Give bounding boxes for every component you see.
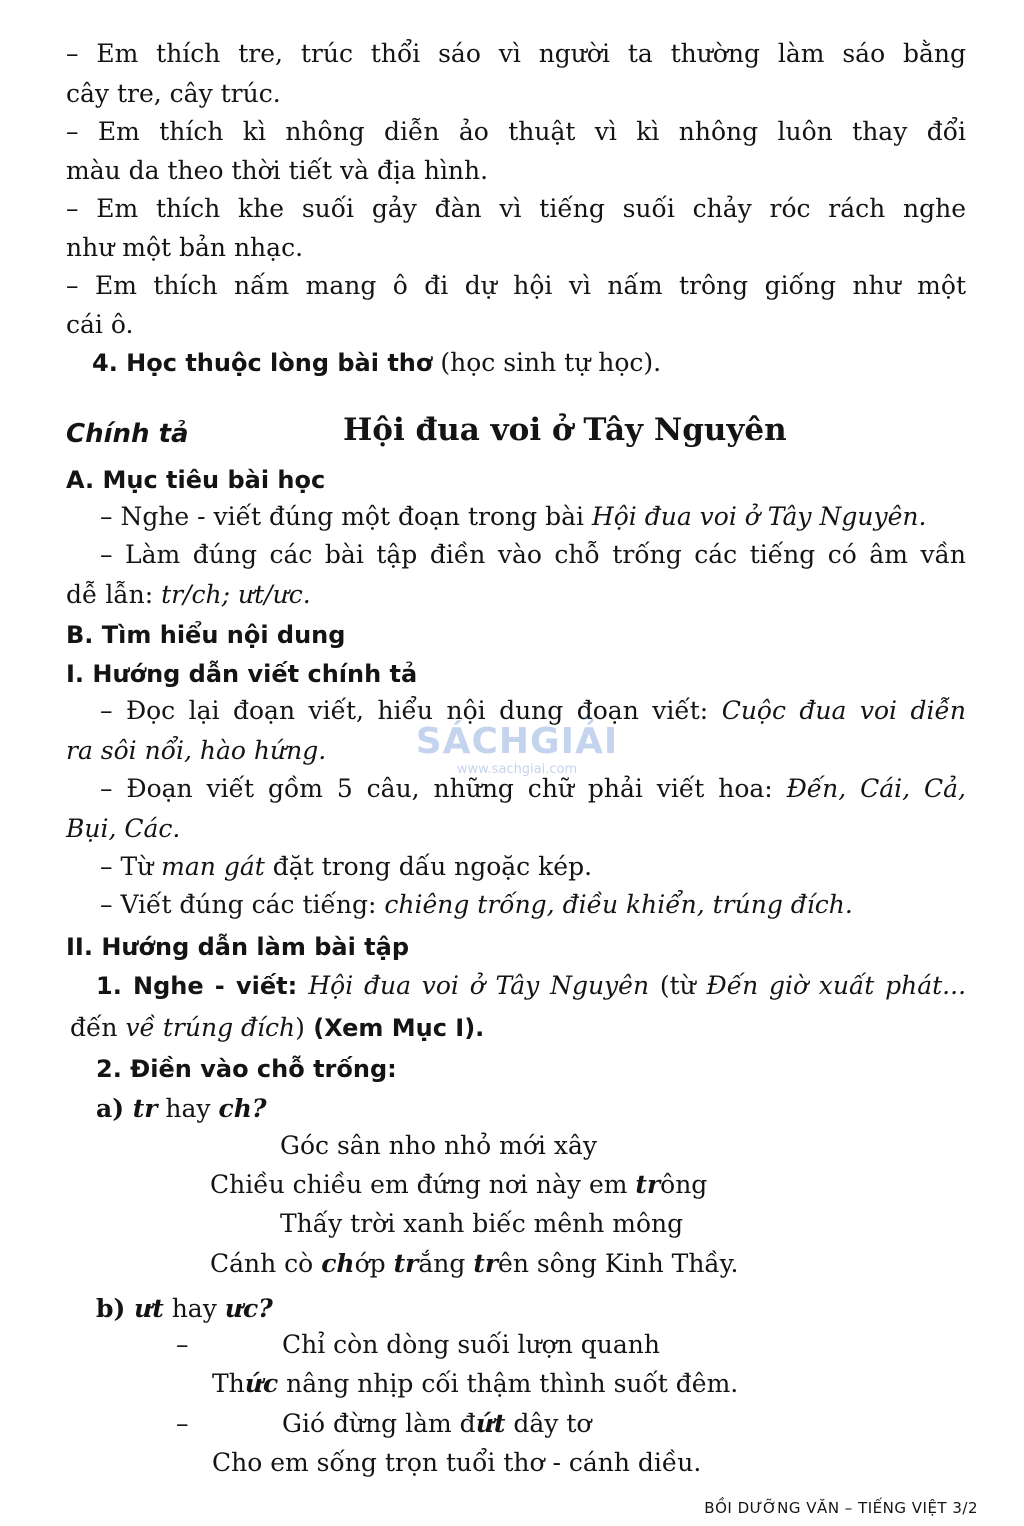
poem-line: Thấy trời xanh biếc mênh mông: [280, 1209, 684, 1238]
memorize-line: 4. Học thuộc lòng bài thơ (học sinh tự học).: [92, 348, 662, 377]
poem-dash: –: [176, 1409, 189, 1438]
guide-1: – Đọc lại đoạn viết, hiểu nội dung đoạn viết: Cuộc đua voi diễn: [100, 696, 966, 725]
guide-3: – Từ man gát đặt trong dấu ngoặc kép.: [100, 852, 593, 881]
guide-4: – Viết đúng các tiếng: chiêng trống, điều khiển, trúng đích.: [100, 890, 853, 919]
watermark-logo: SÁCHGIẢI www.sachgiai.com: [415, 721, 619, 777]
heading-a: A. Mục tiêu bài học: [66, 466, 326, 494]
poem-line: Cho em sống trọn tuổi thơ - cánh diều.: [212, 1448, 702, 1477]
poem-line: Chiều chiều em đứng nơi này em trông: [210, 1170, 708, 1199]
objective-2-cont: dễ lẫn: tr/ch; ưt/ưc.: [66, 580, 311, 609]
paragraph-line: cái ô.: [66, 310, 134, 339]
poem-line: Cánh cò chớp trắng trên sông Kinh Thầy.: [210, 1249, 739, 1278]
objective-2: – Làm đúng các bài tập điền vào chỗ trống các tiếng có âm vần: [100, 540, 966, 569]
heading-b: B. Tìm hiểu nội dung: [66, 621, 346, 649]
poem-line: Góc sân nho nhỏ mới xây: [280, 1131, 597, 1160]
objective-1: – Nghe - viết đúng một đoạn trong bài Hội đua voi ở Tây Nguyên.: [100, 502, 927, 531]
paragraph-line: màu da theo thời tiết và địa hình.: [66, 156, 489, 185]
paragraph-line: – Em thích nấm mang ô đi dự hội vì nấm trông giống như một: [66, 271, 966, 300]
guide-2: – Đoạn viết gồm 5 câu, những chữ phải viết hoa: Đến, Cái, Cả,: [100, 774, 966, 803]
exercise-a-label: a) tr hay ch?: [96, 1094, 267, 1123]
guide-2-cont: Bụi, Các.: [66, 814, 181, 843]
heading-i: I. Hướng dẫn viết chính tả: [66, 660, 418, 688]
heading-ii: II. Hướng dẫn làm bài tập: [66, 933, 410, 961]
paragraph-line: như một bản nhạc.: [66, 233, 304, 262]
section-label: Chính tả: [66, 419, 189, 449]
lesson-title: Hội đua voi ở Tây Nguyên: [343, 412, 787, 448]
exercise-1: 1. Nghe - viết: Hội đua voi ở Tây Nguyên (từ Đến giờ xuất phát...: [96, 971, 967, 1000]
guide-1-cont: ra sôi nổi, hào hứng.: [66, 736, 327, 765]
poem-line: Gió đừng làm đứt dây tơ: [282, 1409, 592, 1438]
exercise-1-cont: đến về trúng đích) (Xem Mục I).: [70, 1013, 485, 1042]
exercise-b-label: b) ưt hay ưc?: [96, 1294, 273, 1323]
paragraph-line: – Em thích khe suối gảy đàn vì tiếng suối chảy róc rách nghe: [66, 194, 966, 223]
poem-line: Thức nâng nhịp cối thậm thình suốt đêm.: [212, 1369, 739, 1398]
paragraph-line: – Em thích kì nhông diễn ảo thuật vì kì nhông luôn thay đổi: [66, 117, 966, 146]
poem-dash: –: [176, 1330, 189, 1359]
running-footer: BỒI DƯỠNG VĂN – TIẾNG VIỆT 3/2: [704, 1499, 978, 1517]
paragraph-line: cây tre, cây trúc.: [66, 79, 281, 108]
poem-line: Chỉ còn dòng suối lượn quanh: [282, 1330, 660, 1359]
paragraph-line: – Em thích tre, trúc thổi sáo vì người ta thường làm sáo bằng: [66, 39, 966, 68]
exercise-2: 2. Điền vào chỗ trống:: [96, 1055, 397, 1083]
